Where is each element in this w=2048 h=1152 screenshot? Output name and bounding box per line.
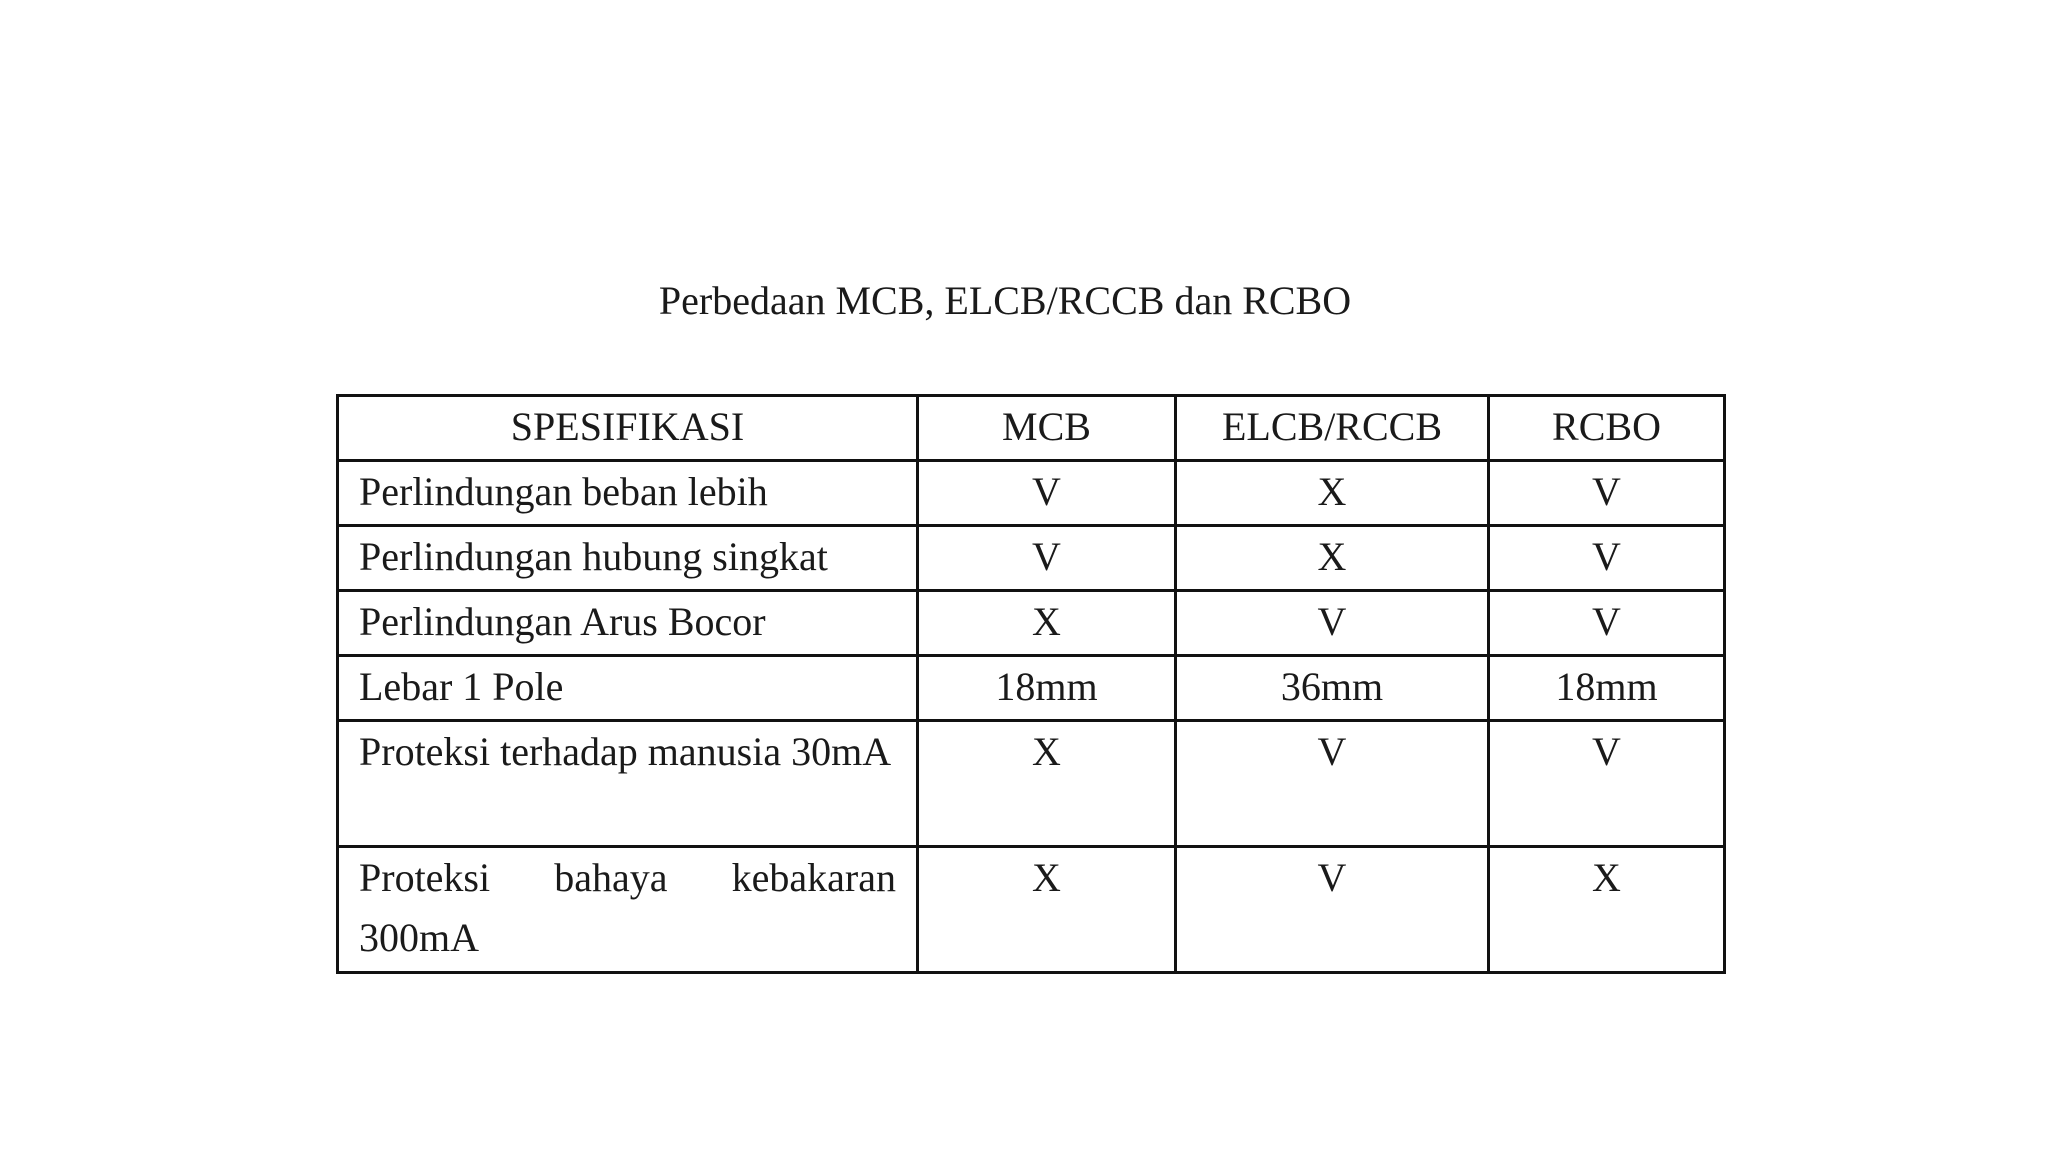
cell-elcb-rccb: 36mm [1176,656,1489,721]
table-row [338,847,1725,973]
row-label: Perlindungan beban lebih [338,461,918,526]
cell-elcb-rccb: V [1176,847,1489,973]
cell-mcb: V [918,526,1176,591]
cell-rcbo: V [1489,591,1725,656]
cell-rcbo: V [1489,461,1725,526]
table-row [338,526,1725,591]
table-row [338,721,1725,847]
cell-rcbo: X [1489,847,1725,973]
row-label: Proteksi bahaya kebakaran 300mA [338,847,918,973]
header-rcbo: RCBO [1489,396,1725,461]
header-elcb-rccb: ELCB/RCCB [1176,396,1489,461]
cell-mcb: X [918,591,1176,656]
row-label: Lebar 1 Pole [338,656,918,721]
comparison-table [336,394,1726,974]
cell-rcbo: 18mm [1489,656,1725,721]
cell-elcb-rccb: V [1176,721,1489,847]
row-label: Perlindungan Arus Bocor [338,591,918,656]
table-row [338,656,1725,721]
cell-rcbo: V [1489,526,1725,591]
table-row [338,461,1725,526]
table-header-row [338,396,1725,461]
cell-mcb: 18mm [918,656,1176,721]
cell-elcb-rccb: X [1176,461,1489,526]
cell-mcb: X [918,721,1176,847]
cell-mcb: X [918,847,1176,973]
row-label: Perlindungan hubung singkat [338,526,918,591]
header-spesifikasi: SPESIFIKASI [338,396,918,461]
row-label: Proteksi terhadap manusia 30mA [338,721,918,847]
header-mcb: MCB [918,396,1176,461]
cell-elcb-rccb: V [1176,591,1489,656]
cell-elcb-rccb: X [1176,526,1489,591]
table-row [338,591,1725,656]
cell-mcb: V [918,461,1176,526]
cell-rcbo: V [1489,721,1725,847]
table-caption: Perbedaan MCB, ELCB/RCCB dan RCBO [658,278,1352,323]
